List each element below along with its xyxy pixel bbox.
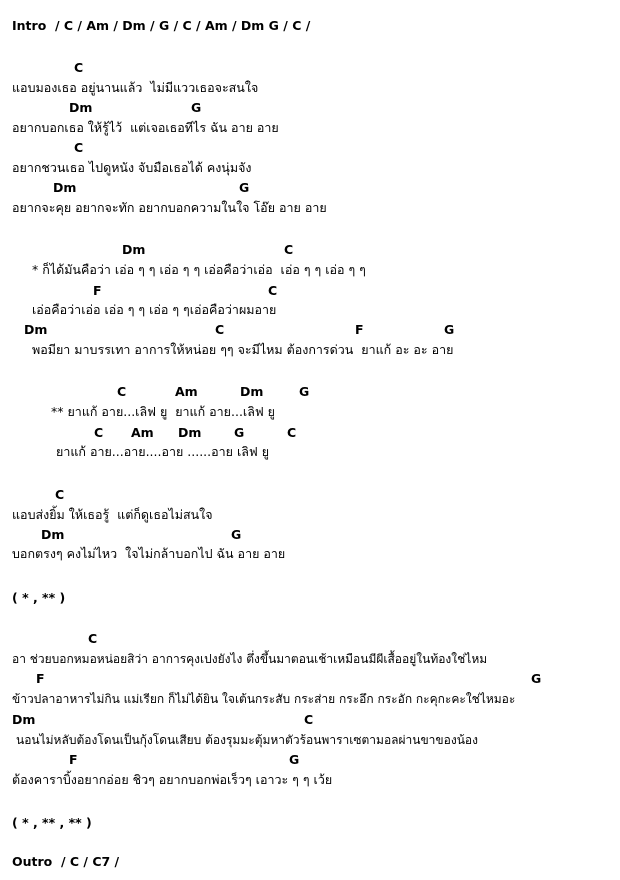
chord: C	[268, 283, 278, 298]
chord: Dm	[69, 100, 93, 115]
chord: Dm	[12, 712, 36, 727]
lyric-line: ยาแก้ อาย...อาย....อาย ......อาย เลิฟ ยู	[56, 444, 270, 459]
chord: C	[117, 384, 127, 399]
lyric-line: ต้องคาราบิ้งอยากอ่อย ชิวๆ อยากบอกพ่อเร็วๆ เอาวะ ๆ ๆ เว้ย	[12, 772, 333, 787]
lyric-line: ** ยาแก้ อาย...เลิฟ ยู ยาแก้ อาย...เลิฟ ยู	[51, 404, 276, 419]
chord: C	[74, 140, 84, 155]
lyric-line: อยากชวนเธอ ไปดูหนัง จับมือเธอได้ คงนุ่มจัง	[12, 160, 252, 175]
chord: G	[231, 527, 242, 542]
chord: F	[355, 322, 364, 337]
lyric-line: * ก็ได้มันคือว่า เอ่อ ๆ ๆ เอ่อ ๆ ๆ เอ่อคือว่าเอ่อ เอ่อ ๆ ๆ เอ่อ ๆ ๆ	[32, 262, 366, 277]
lyric-line: อา ช่วยบอกหมอหน่อยสิว่า อาการคุงเปงยังไง ตึ่งขึ้นมาตอนเช้าเหมือนมีผีเสื้ออยู่ในท้องใช่ไหม	[12, 652, 488, 666]
outro-line: Outro / C / C7 /	[12, 854, 120, 869]
chord: Dm	[178, 425, 202, 440]
lyric-line: แอบส่งยิ้ม ให้เธอรู้ แต่ก็ดูเธอไม่สนใจ	[12, 507, 213, 522]
chord: C	[287, 425, 297, 440]
chord: C	[304, 712, 314, 727]
chord: G	[239, 180, 250, 195]
lyric-line: อยากจะคุย อยากจะทัก อยากบอกความในใจ โอ๊ย อาย อาย	[12, 200, 327, 215]
lyric-line: บอกตรงๆ คงไม่ไหว ใจไม่กล้าบอกไป ฉัน อาย อาย	[12, 546, 286, 561]
lyric-line: เอ่อคือว่าเอ่อ เอ่อ ๆ ๆ เอ่อ ๆ ๆเอ่อคือว่าผมอาย	[32, 302, 277, 317]
lyric-line: นอนไม่หลับต้องโดนเป็นกุ้งโดนเสียบ ต้องรุมมะตุ้มหาตัวร้อนพาราเซตามอลผ่านขาของน้อง	[16, 733, 478, 747]
chord: C	[215, 322, 225, 337]
intro-line: Intro / C / Am / Dm / G / C / Am / Dm G / C /	[12, 18, 311, 33]
chord: F	[36, 671, 45, 686]
chord: Dm	[24, 322, 48, 337]
repeat-marker: ( * , ** , ** )	[12, 815, 92, 830]
chord: C	[88, 631, 98, 646]
lyric-line: แอบมองเธอ อยู่นานแล้ว ไม่มีแววเธอจะสนใจ	[12, 80, 259, 95]
chord: Dm	[41, 527, 65, 542]
chord: G	[299, 384, 310, 399]
lyric-line: ข้าวปลาอาหารไม่กิน แม่เรียก ก็ไม่ได้ยิน ใจเต้นกระสับ กระส่าย กระอึก กระอัก กะคุกะคะใช่ไหมอะ	[12, 692, 516, 706]
chord: F	[69, 752, 78, 767]
chord: C	[74, 60, 84, 75]
chord: Dm	[53, 180, 77, 195]
chord: F	[93, 283, 102, 298]
chord: Am	[175, 384, 198, 399]
chord: G	[531, 671, 542, 686]
chord: Dm	[122, 242, 146, 257]
chord: G	[444, 322, 455, 337]
chord: G	[234, 425, 245, 440]
chord: C	[94, 425, 104, 440]
chord: C	[55, 487, 65, 502]
chord: Am	[131, 425, 154, 440]
chord: C	[284, 242, 294, 257]
chord: Dm	[240, 384, 264, 399]
chord: G	[191, 100, 202, 115]
lyric-line: พอมียา มาบรรเทา อาการให้หน่อย ๆๆ จะมีไหม ต้องการด่วน ยาแก้ อะ อะ อาย	[32, 342, 454, 357]
chord: G	[289, 752, 300, 767]
lyric-line: อยากบอกเธอ ให้รู้ไว้ แต่เจอเธอทีไร ฉัน อาย อาย	[12, 120, 279, 135]
repeat-marker: ( * , ** )	[12, 590, 66, 605]
